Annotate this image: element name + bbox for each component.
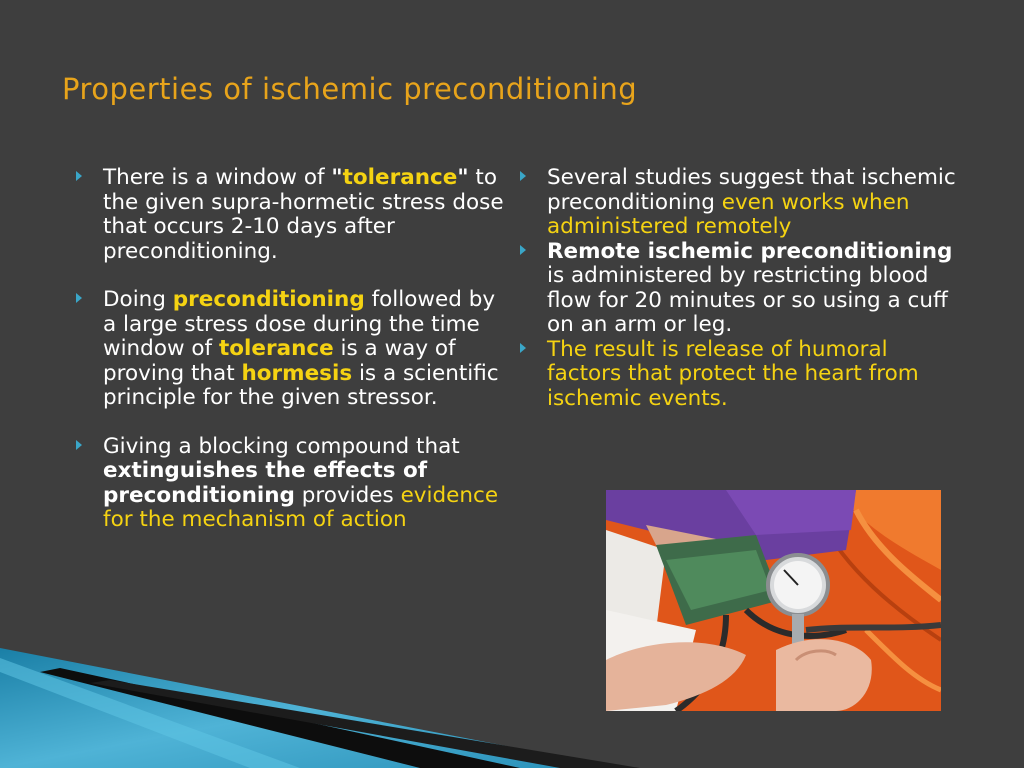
bold-text: extinguishes the effects of preconditioning — [103, 458, 428, 508]
bullet-text: is a way of proving that — [103, 336, 456, 386]
bullet-arrow-icon — [520, 343, 526, 353]
blood-pressure-cuff-illustration — [606, 490, 941, 711]
bullet-text: Giving a blocking compound that — [103, 433, 460, 459]
bullet-arrow-icon — [76, 293, 82, 303]
bullet-text: is administered by restricting blood flow for 20 minutes or so using a cuff on an arm or leg. — [547, 263, 948, 337]
highlight-tolerance: tolerance — [342, 165, 458, 190]
bullet-arrow-icon — [76, 171, 82, 181]
bullet-item — [518, 166, 958, 240]
bullet-text: There is a window of — [103, 165, 332, 190]
highlight-evidence: evidence for the mechanism of action — [103, 482, 499, 532]
highlight-tolerance: tolerance — [218, 336, 334, 361]
bullet-item — [74, 166, 504, 264]
quote-mark: " — [331, 165, 343, 190]
bullet-text: followed by a large stress dose during the time window of — [103, 287, 496, 361]
right-column — [518, 166, 958, 411]
highlight-hormesis: hormesis — [241, 360, 353, 386]
bullet-arrow-icon — [520, 245, 526, 255]
highlight-result: The result is release of humoral factors that protect the heart from ischemic events. — [547, 336, 919, 411]
bullet-item — [518, 240, 958, 338]
bullet-text: Several studies suggest that ischemic preconditioning — [547, 165, 956, 215]
bullet-item — [74, 435, 504, 533]
bullet-text: to the given supra-hormetic stress dose that occurs 2-10 days after preconditioning. — [103, 165, 504, 264]
highlight-preconditioning: preconditioning — [172, 287, 365, 312]
bullet-arrow-icon — [520, 171, 526, 181]
quote-mark: " — [457, 165, 469, 190]
slide-title: Properties of ischemic preconditioning — [62, 72, 638, 106]
bullet-text: provides — [294, 482, 401, 508]
bullet-arrow-icon — [76, 440, 82, 450]
bold-text: Remote ischemic preconditioning — [547, 238, 953, 264]
bullet-item — [74, 288, 504, 411]
bullet-text: Doing — [103, 287, 173, 312]
blood-pressure-photo — [606, 490, 941, 711]
bullet-item — [518, 338, 958, 412]
left-column — [74, 166, 504, 557]
highlight-remote: even works when administered remotely — [547, 189, 910, 239]
bullet-text: is a scientific principle for the given stressor. — [103, 360, 499, 410]
